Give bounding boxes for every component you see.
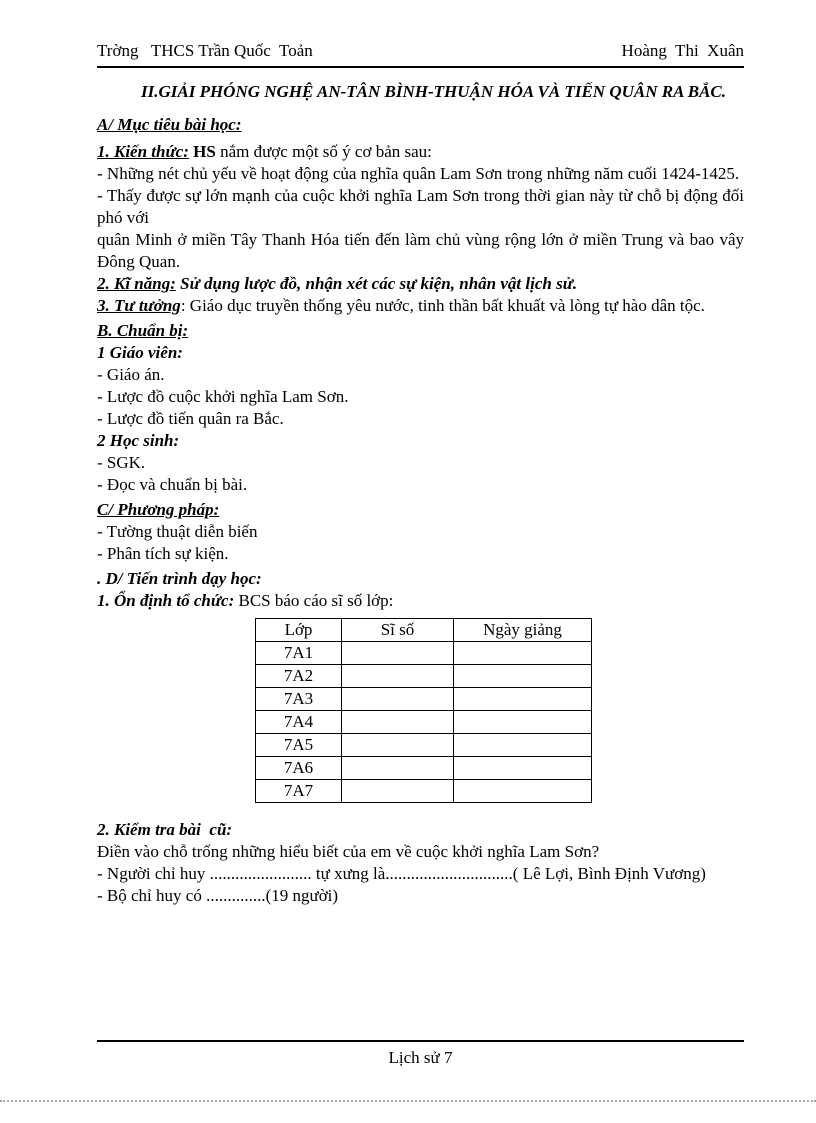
- skill-rest: Sử dụng lược đồ, nhận xét các sự kiện, nhân vật lịch sử.: [175, 274, 578, 293]
- class-name-cell: 7A7: [256, 780, 342, 803]
- page-header: [97, 40, 744, 68]
- step1-line: [97, 590, 744, 612]
- section-d-heading: . D/ Tiến trình dạy học:: [97, 569, 262, 588]
- class-name-cell: 7A3: [256, 688, 342, 711]
- table-header-row: [256, 619, 592, 642]
- knowledge-label: 1. Kiến thức:: [97, 142, 189, 161]
- class-name-cell: 7A4: [256, 711, 342, 734]
- class-size-cell: [342, 688, 454, 711]
- header-school-name: Trờng THCS Trần Quốc Toản: [97, 41, 313, 60]
- step2-heading: 2. Kiểm tra bài cũ:: [97, 820, 233, 839]
- table-row: [256, 711, 592, 734]
- quiz-item: - Bộ chỉ huy có ..............(19 người): [97, 886, 339, 905]
- class-size-cell: [342, 780, 454, 803]
- section-c-heading: C/ Phương pháp:: [97, 500, 220, 519]
- class-size-cell: [342, 757, 454, 780]
- teaching-date-cell: [454, 711, 592, 734]
- knowledge-hs: HS: [188, 142, 216, 161]
- knowledge-rest: nắm được một số ý cơ bản sau:: [215, 142, 432, 161]
- teacher-prep-heading: 1 Giáo viên:: [97, 343, 183, 362]
- table-row: [256, 734, 592, 757]
- teacher-prep-item: - Lược đồ tiến quân ra Bắc.: [97, 409, 284, 428]
- class-size-cell: [342, 642, 454, 665]
- teaching-date-cell: [454, 780, 592, 803]
- skill-label: 2. Kĩ năng:: [97, 274, 176, 293]
- page-footer: [97, 1040, 744, 1069]
- table-header-cell: Lớp: [256, 619, 342, 642]
- attitude-label: 3. Tư tưởng: [97, 296, 181, 315]
- quiz-intro: Điền vào chỗ trống những hiểu biết của em về cuộc khởi nghĩa Lam Sơn?: [97, 842, 600, 861]
- class-name-cell: 7A5: [256, 734, 342, 757]
- footer-subject-label: Lịch sử 7: [388, 1048, 453, 1067]
- header-author-name: Hoàng Thi Xuân: [621, 41, 744, 60]
- student-prep-item: - Đọc và chuẩn bị bài.: [97, 475, 248, 494]
- class-name-cell: 7A1: [256, 642, 342, 665]
- section-b-heading: B. Chuẩn bị:: [97, 321, 189, 340]
- step1-rest: BCS báo cáo sĩ số lớp:: [234, 591, 394, 610]
- teaching-date-cell: [454, 642, 592, 665]
- knowledge-point-2: - Thấy được sự lớn mạnh của cuộc khởi nghĩa Lam Sơn trong thời gian này từ chỗ bị động đối phó với: [97, 186, 744, 227]
- table-header-cell: Sĩ số: [342, 619, 454, 642]
- class-size-cell: [342, 711, 454, 734]
- skill-line: [97, 273, 744, 295]
- teaching-date-cell: [454, 665, 592, 688]
- quiz-item: - Người chỉ huy ........................ tự xưng là..............................( Lê Lợi, Bình Định Vương): [97, 864, 706, 883]
- attitude-rest: : Giáo dục truyền thống yêu nước, tinh thần bất khuất và lòng tự hào dân tộc.: [180, 296, 705, 315]
- knowledge-line: [97, 141, 744, 163]
- knowledge-point-2-continued: quân Minh ở miền Tây Thanh Hóa tiến đến làm chủ vùng rộng lớn ở miền Trung và bao vây Đông Quan.: [97, 230, 744, 271]
- teacher-prep-item: - Lược đồ cuộc khởi nghĩa Lam Sơn.: [97, 387, 349, 406]
- table-row: [256, 757, 592, 780]
- attitude-line: [97, 295, 744, 317]
- teaching-date-cell: [454, 688, 592, 711]
- teacher-prep-item: - Giáo án.: [97, 365, 165, 384]
- lesson-title: II.GIẢI PHÓNG NGHỆ AN-TÂN BÌNH-THUẬN HÓA VÀ TIẾN QUÂN RA BẮC.: [141, 82, 727, 101]
- table-row: [256, 780, 592, 803]
- teaching-date-cell: [454, 734, 592, 757]
- class-roster-table: [255, 618, 592, 803]
- method-item: - Phân tích sự kiện.: [97, 544, 229, 563]
- teaching-date-cell: [454, 757, 592, 780]
- table-row: [256, 688, 592, 711]
- table-row: [256, 642, 592, 665]
- class-name-cell: 7A2: [256, 665, 342, 688]
- table-header-cell: Ngày giảng: [454, 619, 592, 642]
- class-name-cell: 7A6: [256, 757, 342, 780]
- method-item: - Tường thuật diễn biến: [97, 522, 258, 541]
- table-row: [256, 665, 592, 688]
- knowledge-point-1: - Những nét chủ yếu về hoạt động của nghĩa quân Lam Sơn trong những năm cuối 1424-1425.: [97, 164, 740, 183]
- page-break-dotted-line: [0, 1100, 816, 1102]
- class-size-cell: [342, 665, 454, 688]
- class-size-cell: [342, 734, 454, 757]
- student-prep-heading: 2 Học sinh:: [97, 431, 180, 450]
- student-prep-item: - SGK.: [97, 453, 146, 472]
- step1-label: 1. Ổn định tổ chức:: [97, 591, 235, 610]
- section-a-heading: A/ Mục tiêu bài học:: [97, 115, 242, 134]
